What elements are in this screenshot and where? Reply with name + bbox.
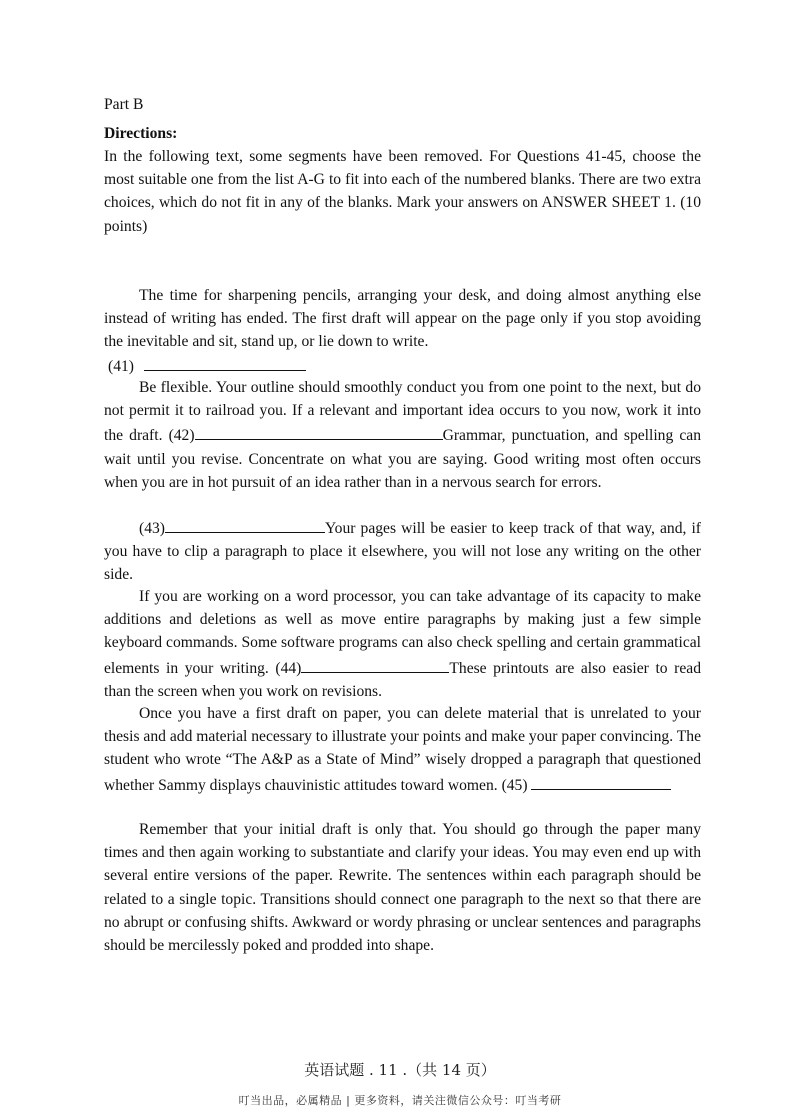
paragraph-1: The time for sharpening pencils, arranging your desk, and doing almost anything else instead of writing has ended. The first draft will appear on the page only if you stop avoiding the inevitable and sit, stand up, or lie down to write. bbox=[104, 287, 701, 351]
question-41 bbox=[108, 353, 705, 378]
paragraph-3-text-after: Your pages will be easier to keep track of that way, and, if you have to clip a paragraph to place it elsewhere, you will not lose any writing on the other side. bbox=[104, 520, 701, 584]
directions-label: Directions: bbox=[104, 125, 178, 142]
blank-45[interactable] bbox=[531, 772, 671, 790]
blank-42[interactable] bbox=[195, 422, 443, 440]
blank-44[interactable] bbox=[301, 655, 449, 673]
question-41-label: (41) bbox=[108, 358, 134, 375]
paragraph-4 bbox=[104, 585, 701, 703]
page-footer: 英语试题 . 11 .（共 14 页） bbox=[304, 1061, 496, 1079]
paragraph-6: Remember that your initial draft is only that. You should go through the paper many times and then again working to substantiate and clarify your ideas. You may even end up with several entire versions of the paper. Rewrite. The sentences within each paragraph should be related to a single topic. Transitions should connect one paragraph to the next so that there are no abrupt or confusing shifts. Awkward or wordy phrasing or unclear sentences and paragraphs should be mercilessly poked and prodded into shape. bbox=[104, 821, 701, 955]
paragraph-4-text-before: If you are working on a word processor, you can take advantage of its capacity to make additions and deletions as well as move entire paragraphs by making just a few simple keyboard commands. Some software programs can also check spelling and certain grammatical elements in your writing. (44) bbox=[104, 588, 701, 677]
paragraph-5-text: Once you have a first draft on paper, you can delete material that is unrelated to your thesis and add material necessary to illustrate your points and make your paper convincing. The student who wrote “The A&P as a State of Mind” wisely dropped a paragraph that questioned whether Sammy displays chauvinistic attitudes toward women. (45) bbox=[104, 705, 701, 794]
paragraph-5 bbox=[104, 702, 701, 797]
blank-41[interactable] bbox=[144, 353, 306, 371]
paragraph-4-text-after: These printouts are also easier to read than the screen when you work on revisions. bbox=[104, 659, 701, 700]
paragraph-3 bbox=[104, 515, 701, 587]
question-43-label: (43) bbox=[139, 520, 165, 537]
paragraph-2-text-after: Grammar, punctuation, and spelling can wait until you revise. Concentrate on what you are saying. Good writing most often occurs when you are in hot pursuit of an idea rather than in a nervous search for errors. bbox=[104, 427, 702, 491]
paragraph-2-text-before: Be flexible. Your outline should smoothly conduct you from one point to the next, but do not permit it to railroad you. If a relevant and important idea occurs to you now, work it into the draft. (42) bbox=[104, 379, 701, 445]
paragraph-2 bbox=[104, 376, 701, 494]
blank-43[interactable] bbox=[165, 515, 325, 533]
directions-text: In the following text, some segments have been removed. For Questions 41-45, choose the most suitable one from the list A-G to fit into each of the numbered blanks. There are two extra choices, which do not fit in any of the blanks. Mark your answers on ANSWER SHEET 1. (10 points) bbox=[104, 148, 701, 235]
footer-watermark: 叮当出品，必属精品 | 更多资料，请关注微信公众号：叮当考研 bbox=[238, 1094, 562, 1107]
part-title: Part B bbox=[104, 96, 144, 113]
